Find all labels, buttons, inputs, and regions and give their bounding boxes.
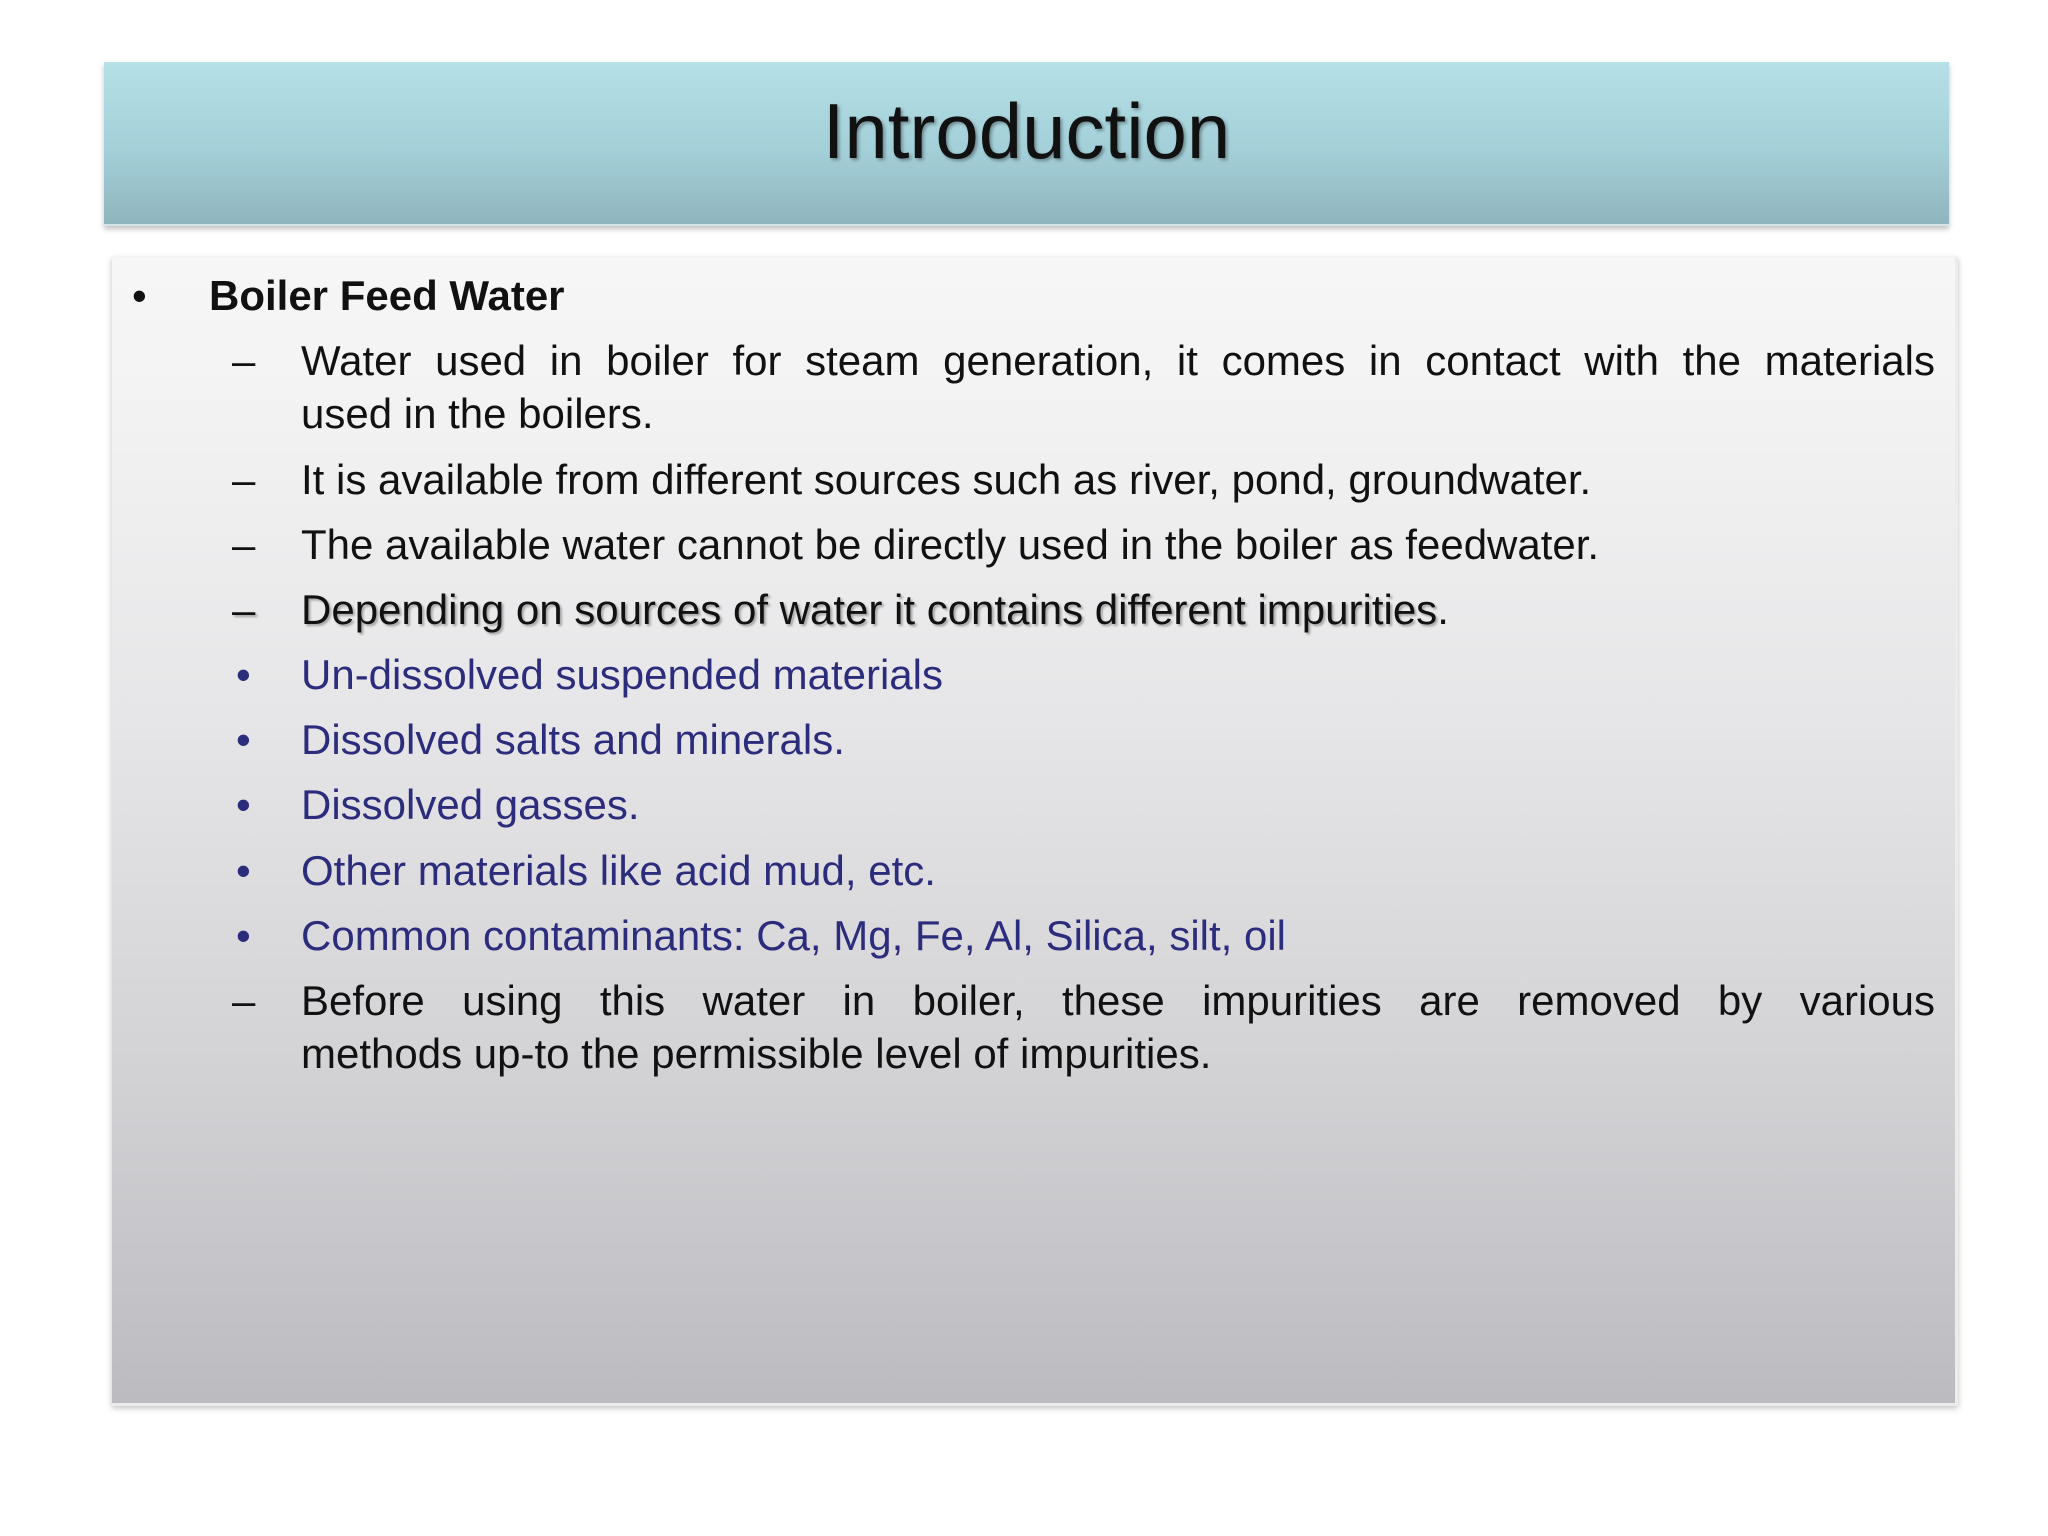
list-item-line: Water used in boiler for steam generation, it comes in contact with the materials: [301, 337, 1935, 384]
bullet-marker: •: [236, 781, 251, 828]
bullet-marker: •: [236, 847, 251, 894]
list-item: [301, 583, 1449, 636]
dash-marker: –: [232, 337, 256, 384]
dash-marker: –: [232, 521, 256, 568]
slide-title: Introduction: [822, 87, 1231, 175]
bullet-marker: •: [132, 272, 147, 319]
dash-marker: –: [232, 586, 256, 633]
list-item-trail: .: [1437, 586, 1449, 633]
list-item: The available water cannot be directly used in the boiler as feedwater.: [301, 521, 1600, 568]
bullet-marker: •: [236, 716, 251, 763]
bullet-marker: •: [236, 651, 251, 698]
list-item: It is available from different sources such as river, pond, groundwater.: [301, 456, 1592, 503]
bullet-marker: •: [236, 912, 251, 959]
title-bar: [104, 62, 1949, 226]
dash-marker: –: [232, 977, 256, 1024]
sub-list-item: Un-dissolved suspended materials: [301, 651, 943, 698]
section-heading: Boiler Feed Water: [209, 272, 565, 319]
dash-marker: –: [232, 456, 256, 503]
list-item-text: Depending on sources of water it contains different impurities: [301, 586, 1438, 633]
list-item-line: used in the boilers.: [301, 390, 654, 437]
sub-list-item: Common contaminants: Ca, Mg, Fe, Al, Silica, silt, oil: [301, 912, 1287, 959]
list-item-line: methods up-to the permissible level of impurities.: [301, 1030, 1212, 1077]
list-item-line: Before using this water in boiler, these impurities are removed by various: [301, 977, 1935, 1024]
sub-list-item: Other materials like acid mud, etc.: [301, 847, 936, 894]
sub-list-item: Dissolved salts and minerals.: [301, 716, 845, 763]
content-box: [112, 257, 1958, 1406]
sub-list-item: Dissolved gasses.: [301, 781, 640, 828]
